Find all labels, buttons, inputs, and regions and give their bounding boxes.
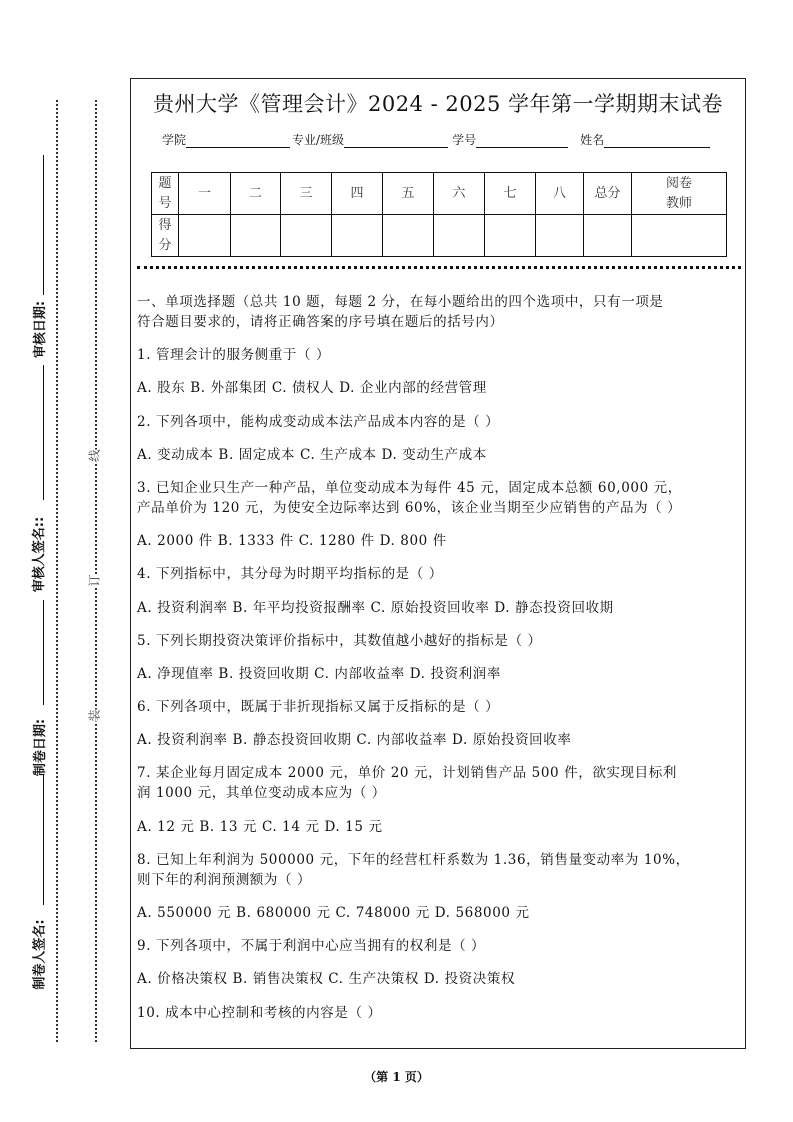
score-cell[interactable] [179,215,231,257]
score-table-header-row [152,173,727,215]
college-label: 学院 [162,133,187,147]
text-line: 10. 成本中心控制和考核的内容是（ ） [137,1004,382,1021]
question-text [137,850,742,890]
answer-options [137,817,742,837]
review-date-line [43,155,44,295]
questions [137,292,742,1036]
maker-sign-label: 制卷人签名: [32,919,48,990]
answer-options [137,598,742,618]
student-info [162,131,712,148]
col-3: 三 [281,173,332,215]
text-line: 8. 已知上年利润为 500000 元，下年的经营杠杆系数为 1.36，销售量变动率为 10%， [137,851,690,868]
text-line: 2. 下列各项中，能构成变动成本法产品成本内容的是（ ） [137,413,500,430]
col-5: 五 [383,173,434,215]
col-6: 六 [434,173,485,215]
make-date-label: 制卷日期: [33,718,49,777]
text-line: 9. 下列各项中，不属于利润中心应当拥有的权利是（ ） [137,938,486,955]
major-field[interactable] [344,133,448,148]
text-line: 则下年的利润预测额为（ ） [137,871,312,888]
question-text [137,936,742,956]
text-line: A. 投资利润率 B. 静态投资回收期 C. 内部收益率 D. 原始投资回收率 [137,732,572,749]
text-line: 4. 下列指标中，其分母为时期平均指标的是（ ） [137,566,443,583]
question-text [137,763,742,803]
make-date-line [43,600,44,705]
question-text [137,412,742,432]
score-cell[interactable] [632,215,727,257]
score-cell[interactable] [536,215,584,257]
score-cell[interactable] [434,215,485,257]
question-text [137,697,742,717]
page-number: （第 1 页） [364,1070,429,1084]
text-line: A. 550000 元 B. 680000 元 C. 748000 元 D. 568000 元 [137,905,530,921]
col-1: 一 [179,173,231,215]
question-text [137,1003,742,1023]
col-2: 二 [231,173,281,215]
header-char: 得 [158,217,172,233]
section-heading [137,292,742,332]
margin-dotted-line [56,100,58,1042]
text-line: 一、单项选择题（总共 10 题，每题 2 分，在每小题给出的四个选项中，只有一项是 [137,294,664,310]
col-8: 八 [536,173,584,215]
score-cell[interactable] [231,215,281,257]
text-line: A. 价格决策权 B. 销售决策权 C. 生产决策权 D. 投资决策权 [137,971,516,988]
answer-options [137,664,742,684]
text-line: A. 净现值率 B. 投资回收期 C. 内部收益率 D. 投资利润率 [137,665,501,682]
score-cell[interactable] [383,215,434,257]
header-char: 题 [158,175,172,191]
text-line: 产品单价为 120 元，为使安全边际率达到 60%，该企业当期至少应销售的产品为（ ） [137,499,682,516]
question-text [137,631,742,651]
text-line: 符合题目要求的，请将正确答案的序号填在题后的括号内） [137,314,504,330]
answer-options [137,531,742,551]
exam-title: 贵州大学《管理会计》2024 - 2025 学年第一学期期末试卷 [152,92,723,116]
question-text [137,478,742,518]
col-4: 四 [332,173,383,215]
student-id-field[interactable] [476,133,568,148]
reviewer-header: 阅卷 [665,175,692,191]
header-char: 号 [158,195,172,211]
score-cell[interactable] [332,215,383,257]
name-field[interactable] [604,133,710,148]
review-date-label: 审核日期: [33,300,49,359]
reviewer-sign-label: 审核人签名:: [32,516,48,593]
text-line: 1. 管理会计的服务侧重于（ ） [137,347,331,364]
student-id-label: 学号 [452,133,477,147]
question-text [137,564,742,584]
reviewer-header: 教师 [665,195,692,211]
text-line: 3. 已知企业只生产一种产品，单位变动成本为每件 45 元，固定成本总额 60,000 元， [137,479,682,496]
major-label: 专业/班级 [292,133,345,147]
answer-options [137,445,742,465]
header-char: 分 [158,237,172,253]
answer-options [137,903,742,923]
col-7: 七 [485,173,536,215]
text-line: A. 投资利润率 B. 年平均投资报酬率 C. 原始投资回收率 D. 静态投资回收期 [137,599,614,616]
question-text [137,345,742,365]
answer-options [137,730,742,750]
name-label: 姓名 [580,133,605,147]
reviewer-sign-line [43,365,44,500]
bind-text-fix: 装 [87,709,102,722]
answer-options [137,969,742,989]
maker-sign-line [43,775,44,905]
bind-text-order: 订 [87,574,102,587]
text-line: 7. 某企业每月固定成本 2000 元，单价 20 元，计划销售产品 500 件，欲实现目标利 [137,765,677,782]
text-line: 6. 下列各项中，既属于非折现指标又属于反指标的是（ ） [137,699,500,716]
text-line: A. 2000 件 B. 1333 件 C. 1280 件 D. 800 件 [137,533,447,550]
col-total: 总分 [584,173,632,215]
binding-dotted-line [95,100,97,1042]
answer-options [137,378,742,398]
score-cell[interactable] [485,215,536,257]
text-line: 润 1000 元，其单位变动成本应为（ ） [137,785,386,802]
text-line: A. 变动成本 B. 固定成本 C. 生产成本 D. 变动生产成本 [137,446,487,463]
bind-text-line: 线 [87,449,102,462]
score-cell[interactable] [281,215,332,257]
score-table-score-row [152,215,727,257]
score-table [151,172,727,257]
text-line: A. 股东 B. 外部集团 C. 债权人 D. 企业内部的经营管理 [137,380,487,397]
college-field[interactable] [186,133,290,148]
section-divider [137,266,741,269]
score-cell[interactable] [584,215,632,257]
text-line: A. 12 元 B. 13 元 C. 14 元 D. 15 元 [137,818,383,835]
text-line: 5. 下列长期投资决策评价指标中，其数值越小越好的指标是（ ） [137,632,542,649]
